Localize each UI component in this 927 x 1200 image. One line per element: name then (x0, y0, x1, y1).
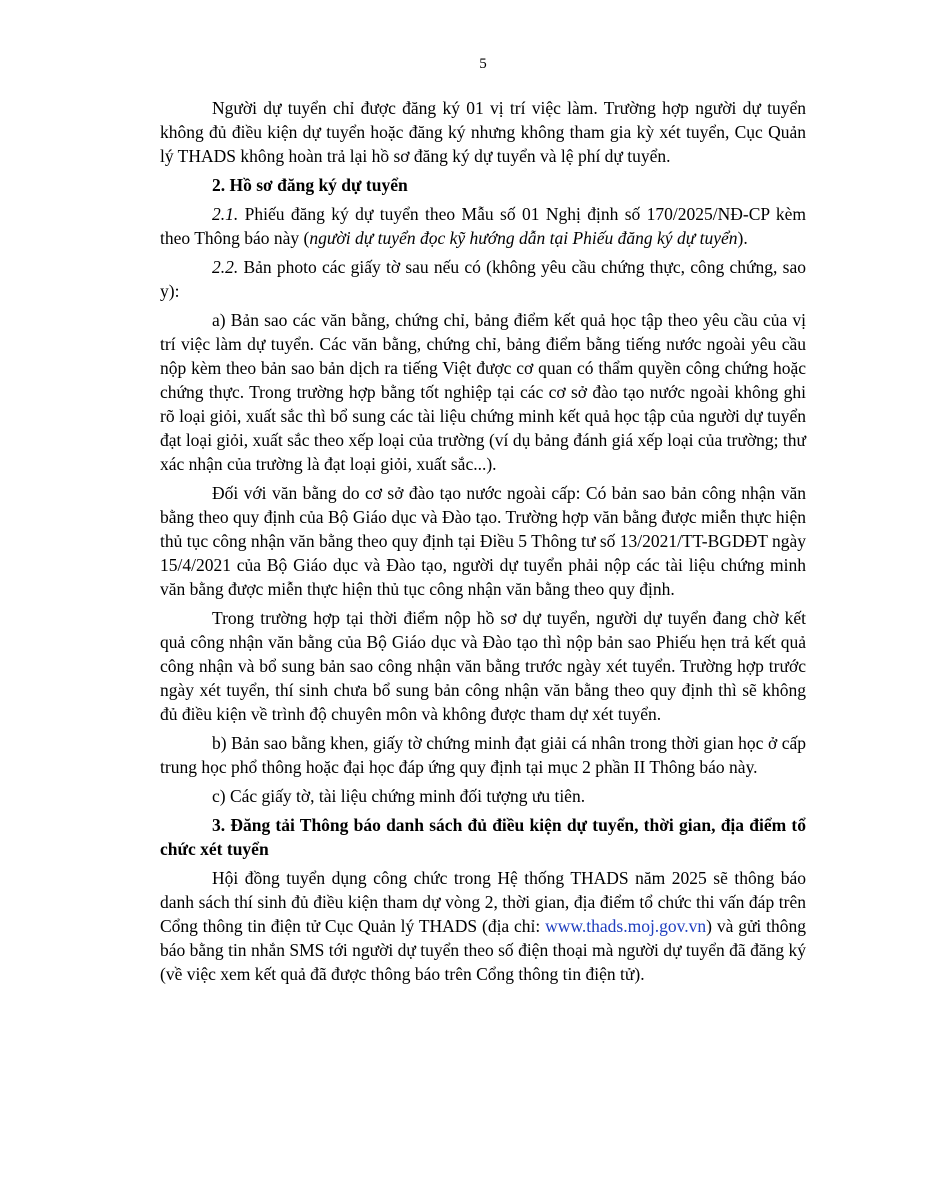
paragraph-3 (160, 866, 806, 986)
text-3-before: Hội đồng tuyển dụng công chức trong Hệ thống THADS năm 2025 sẽ thông báo danh sách thí sinh đủ điều kiện tham dự vòng 2, thời gian, địa điểm tổ chức thi vấn đáp trên Cổng thông tin điện tử Cục Quản lý THADS (địa chỉ: (160, 868, 806, 936)
section-heading-3: 3. Đăng tải Thông báo danh sách đủ điều kiện dự tuyển, thời gian, địa điểm tổ chức xét tuyển (160, 815, 806, 859)
paragraph-b: b) Bản sao bằng khen, giấy tờ chứng minh đạt giải cá nhân trong thời gian học ở cấp trung học phổ thông hoặc đại học đáp ứng quy định tại mục 2 phần II Thông báo này. (160, 733, 806, 777)
text-2-2: Bản photo các giấy tờ sau nếu có (không yêu cầu chứng thực, công chứng, sao y): (160, 257, 806, 301)
paragraph-a: a) Bản sao các văn bằng, chứng chỉ, bảng điểm kết quả học tập theo yêu cầu của vị trí việc làm dự tuyển. Các văn bằng, chứng chỉ, bảng điểm bằng tiếng nước ngoài yêu cầu nộp kèm theo bản sao bản dịch ra tiếng Việt được cơ quan có thẩm quyền công chứng hoặc chứng thực. Trong trường hợp bằng tốt nghiệp tại các cơ sở đào tạo nước ngoài không ghi rõ loại giỏi, xuất sắc thì bổ sung các tài liệu chứng minh kết quả học tập của người dự tuyển đạt loại giỏi, xuất sắc theo xếp loại của trường (ví dụ bảng đánh giá xếp loại của trường; thư xác nhận của trường là đạt loại giỏi, xuất sắc...). (160, 310, 806, 474)
paragraph-2-2 (160, 255, 806, 303)
item-number-2-2: 2.2. (212, 257, 239, 277)
text-2-1: Phiếu đăng ký dự tuyển theo Mẫu số 01 Nghị định số 170/2025/NĐ-CP kèm theo Thông báo này ( (160, 204, 806, 248)
paragraph-c: c) Các giấy tờ, tài liệu chứng minh đối tượng ưu tiên. (212, 786, 586, 806)
section-heading-2: 2. Hồ sơ đăng ký dự tuyển (212, 175, 408, 195)
page-number: 5 (479, 56, 487, 72)
text-2-1-end: ). (737, 228, 748, 248)
paragraph-pending-recognition: Trong trường hợp tại thời điểm nộp hồ sơ dự tuyển, người dự tuyển đang chờ kết quả công nhận văn bằng của Bộ Giáo dục và Đào tạo thì nộp bản sao Phiếu hẹn trả kết quả công nhận và bổ sung bản sao công nhận văn bằng trước ngày xét tuyển. Trường hợp trước ngày xét tuyển, thí sinh chưa bổ sung bản công nhận văn bằng theo quy định thì sẽ không đủ điều kiện về trình độ chuyên môn và không được tham dự xét tuyển. (160, 608, 806, 724)
website-link[interactable]: www.thads.moj.gov.vn (545, 916, 707, 936)
paragraph-one-position: Người dự tuyển chỉ được đăng ký 01 vị trí việc làm. Trường hợp người dự tuyển không đủ điều kiện dự tuyển hoặc đăng ký nhưng không tham gia kỳ xét tuyển, Cục Quản lý THADS không hoàn trả lại hồ sơ đăng ký dự tuyển và lệ phí dự tuyển. (160, 98, 806, 166)
document-page (160, 52, 806, 991)
paragraph-2-1 (160, 202, 806, 250)
item-number-2-1: 2.1. (212, 204, 239, 224)
paragraph-foreign-degree: Đối với văn bằng do cơ sở đào tạo nước ngoài cấp: Có bản sao bản công nhận văn bằng theo quy định của Bộ Giáo dục và Đào tạo. Trường hợp văn bằng được miễn thực hiện thủ tục công nhận văn bằng theo quy định tại Điều 5 Thông tư số 13/2021/TT-BGDĐT ngày 15/4/2021 của Bộ Giáo dục và Đào tạo, người dự tuyển phải nộp các tài liệu chứng minh văn bằng được miễn thực hiện thủ tục công nhận văn bằng theo quy định. (160, 483, 806, 599)
italic-note-2-1: người dự tuyển đọc kỹ hướng dẫn tại Phiếu đăng ký dự tuyển (309, 228, 738, 248)
text-3-after: ) và gửi thông báo bằng tin nhắn SMS tới người dự tuyển theo số điện thoại mà người dự tuyển đã đăng ký (về việc xem kết quả đã được thông báo trên Cổng thông tin điện tử). (160, 916, 806, 984)
